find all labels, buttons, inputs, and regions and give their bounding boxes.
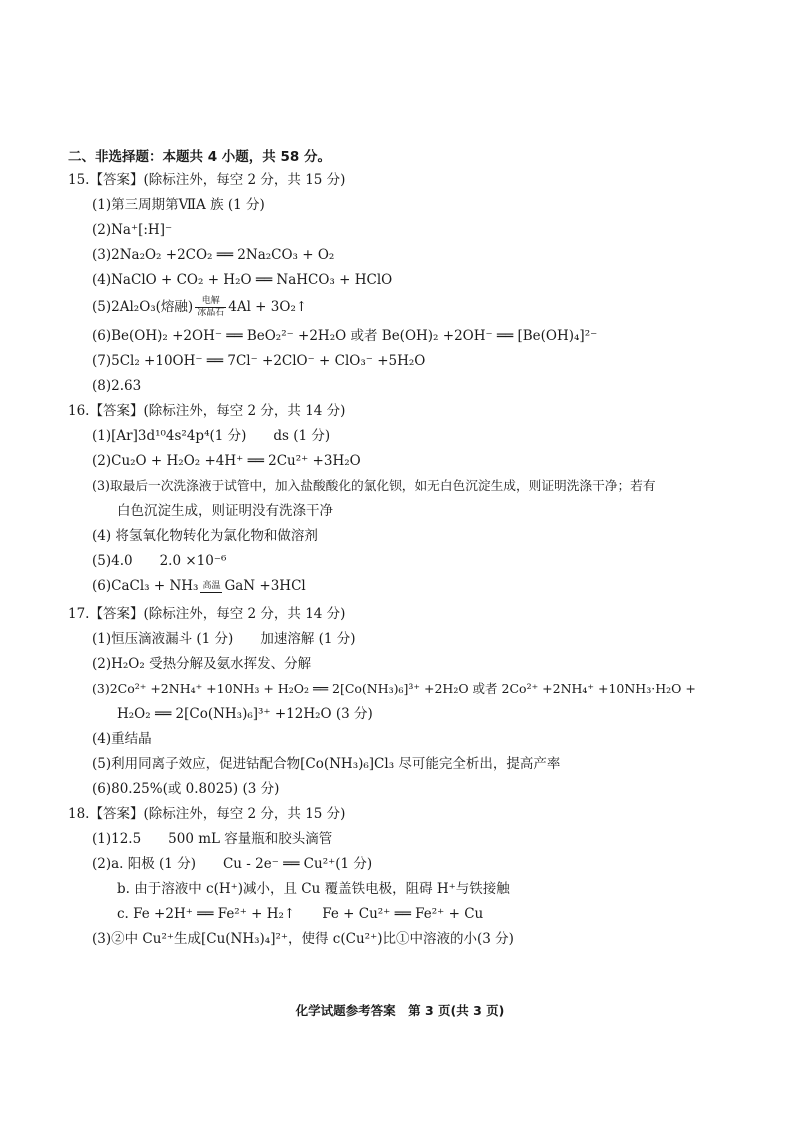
q16-answer-2: (2)Cu₂O + H₂O₂ +4H⁺ ══ 2Cu²⁺ +3H₂O xyxy=(92,453,361,469)
section-title: 二、非选择题：本题共 4 小题，共 58 分。 xyxy=(68,149,331,165)
condition-bottom: 冰晶石 xyxy=(197,308,225,318)
q16-answer-5: (5)4.0 2.0 ×10⁻⁶ xyxy=(92,553,227,569)
reaction-condition xyxy=(195,296,226,319)
q18-header: 18.【答案】(除标注外，每空 2 分，共 15 分) xyxy=(68,806,346,822)
q15-answer-5-products: 4Al + 3O₂↑ xyxy=(228,299,308,315)
q15-answer-8: (8)2.63 xyxy=(92,378,142,394)
q18-answer-2c: c. Fe +2H⁺ ══ Fe²⁺ + H₂↑ Fe + Cu²⁺ ══ Fe²⁺ + Cu xyxy=(117,906,484,922)
q18-answer-3: (3)②中 Cu²⁺生成[Cu(NH₃)₄]²⁺，使得 c(Cu²⁺)比①中溶液的小(3 分) xyxy=(92,931,514,947)
q16-answer-3-line-1: (3)取最后一次洗涤液于试管中，加入盐酸酸化的氯化钡，如无白色沉淀生成，则证明洗涤干净；若有 xyxy=(92,478,656,493)
q17-answer-4: (4)重结晶 xyxy=(92,731,152,747)
q18-answer-2b: b. 由于溶液中 c(H⁺)减小，且 Cu 覆盖铁电极，阻碍 H⁺与铁接触 xyxy=(117,881,510,897)
q18-answer-1: (1)12.5 500 mL 容量瓶和胶头滴管 xyxy=(92,831,333,847)
q15-answer-4: (4)NaClO + CO₂ + H₂O ══ NaHCO₃ + HClO xyxy=(92,272,393,288)
q16-answer-6-reactants: (6)CaCl₃ + NH₃ xyxy=(92,578,199,594)
condition-top: 高温 xyxy=(202,580,221,591)
q15-answer-5 xyxy=(92,296,307,319)
q17-answer-2: (2)H₂O₂ 受热分解及氨水挥发、分解 xyxy=(92,656,312,672)
q17-header: 17.【答案】(除标注外，每空 2 分，共 14 分) xyxy=(68,606,346,622)
reaction-condition xyxy=(200,581,222,593)
q18-answer-2a: (2)a. 阳极 (1 分) Cu - 2e⁻ ══ Cu²⁺(1 分) xyxy=(92,856,373,872)
q16-answer-4: (4) 将氢氧化物转化为氯化物和做溶剂 xyxy=(92,528,318,544)
q15-answer-6: (6)Be(OH)₂ +2OH⁻ ══ BeO₂²⁻ +2H₂O 或者 Be(OH)₂ +2OH⁻ ══ [Be(OH)₄]²⁻ xyxy=(92,328,598,344)
q16-answer-3-line-2: 白色沉淀生成，则证明没有洗涤干净 xyxy=(117,503,333,519)
condition-top: 电解 xyxy=(195,296,226,308)
q16-answer-6 xyxy=(92,577,306,595)
q15-answer-3: (3)2Na₂O₂ +2CO₂ ══ 2Na₂CO₃ + O₂ xyxy=(92,247,335,263)
q16-answer-6-products: GaN +3HCl xyxy=(224,578,306,594)
q17-answer-1: (1)恒压滴液漏斗 (1 分) 加速溶解 (1 分) xyxy=(92,631,356,647)
q17-answer-5: (5)利用同离子效应，促进钴配合物[Co(NH₃)₆]Cl₃ 尽可能完全析出，提高产率 xyxy=(92,756,561,772)
q17-answer-3-line-2: H₂O₂ ══ 2[Co(NH₃)₆]³⁺ +12H₂O (3 分) xyxy=(117,706,373,722)
q15-answer-5-reactants: (5)2Al₂O₃(熔融) xyxy=(92,299,194,315)
page-footer: 化学试题参考答案 第 3 页(共 3 页) xyxy=(295,1003,505,1018)
q16-answer-1: (1)[Ar]3d¹⁰4s²4p⁴(1 分) ds (1 分) xyxy=(92,428,331,444)
q15-answer-2: (2)Na⁺[:H]⁻ xyxy=(92,222,173,238)
q15-answer-1: (1)第三周期第ⅦA 族 (1 分) xyxy=(92,197,265,213)
q16-header: 16.【答案】(除标注外，每空 2 分，共 14 分) xyxy=(68,403,346,419)
q15-answer-7: (7)5Cl₂ +10OH⁻ ══ 7Cl⁻ +2ClO⁻ + ClO₃⁻ +5H₂O xyxy=(92,353,426,369)
q15-header: 15.【答案】(除标注外，每空 2 分，共 15 分) xyxy=(68,172,346,188)
q17-answer-6: (6)80.25%(或 0.8025) (3 分) xyxy=(92,781,280,797)
q17-answer-3-line-1: (3)2Co²⁺ +2NH₄⁺ +10NH₃ + H₂O₂ ══ 2[Co(NH₃)₆]³⁺ +2H₂O 或者 2Co²⁺ +2NH₄⁺ +10NH₃·H₂O + xyxy=(92,681,696,696)
